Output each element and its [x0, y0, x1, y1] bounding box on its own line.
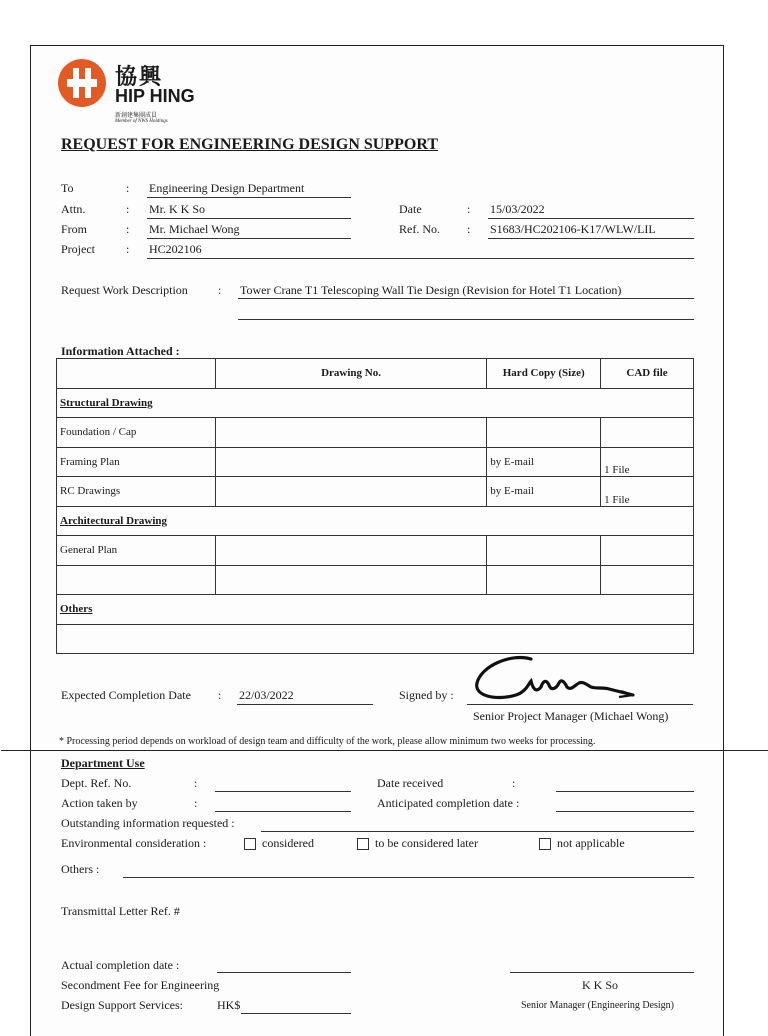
date-received-input[interactable]	[556, 791, 694, 792]
dept-ref-input[interactable]	[215, 791, 351, 792]
manager-signature-line	[510, 972, 694, 973]
to-label: To	[61, 181, 74, 195]
cad-file-cell[interactable]	[601, 536, 694, 566]
signer-title: Senior Project Manager (Michael Wong)	[473, 709, 669, 723]
signature-icon	[471, 651, 641, 706]
table-row	[57, 447, 694, 477]
ref-line	[488, 238, 694, 239]
table-row	[57, 477, 694, 507]
row-name: RC Drawings	[57, 477, 216, 507]
request-line-2	[238, 319, 694, 320]
signature-line	[467, 704, 693, 705]
to-value[interactable]: Engineering Design Department	[149, 181, 305, 195]
project-colon: :	[126, 242, 130, 256]
request-label: Request Work Description	[61, 283, 188, 297]
row-name: Foundation / Cap	[57, 418, 216, 448]
drawing-no-cell[interactable]	[215, 418, 487, 448]
info-table	[56, 358, 694, 654]
date-label: Date	[399, 202, 422, 216]
cad-file-cell[interactable]	[601, 418, 694, 448]
hard-copy-cell[interactable]	[487, 418, 601, 448]
checkbox-later[interactable]	[357, 838, 369, 850]
anticipated-label: Anticipated completion date :	[377, 796, 520, 810]
col-drawing-no: Drawing No.	[215, 359, 487, 389]
date-received-colon: :	[512, 776, 516, 790]
actual-completion-label: Actual completion date :	[61, 958, 180, 972]
cad-file-cell[interactable]	[601, 565, 694, 595]
completion-label: Expected Completion Date	[61, 688, 191, 702]
outstanding-input[interactable]	[261, 831, 694, 832]
logo-member-of: Member of NWS Holdings	[115, 119, 168, 124]
header-empty	[57, 359, 216, 389]
fee-label: Secondment Fee for Engineering	[61, 978, 220, 992]
request-value[interactable]: Tower Crane T1 Telescoping Wall Tie Design (Revision for Hotel T1 Location)	[240, 283, 622, 297]
hip-hing-logo-icon	[57, 58, 107, 108]
others-cell[interactable]	[57, 624, 694, 654]
section-architectural: Architectural Drawing	[57, 506, 694, 536]
na-label: not applicable	[557, 836, 625, 850]
attn-colon: :	[126, 202, 130, 216]
logo-subtitle-cn: 新創建集團成員	[115, 113, 158, 119]
to-colon: :	[126, 181, 130, 195]
project-line	[147, 258, 694, 259]
table-row	[57, 595, 694, 625]
table-row	[57, 624, 694, 654]
action-label: Action taken by	[61, 796, 138, 810]
from-label: From	[61, 222, 88, 236]
others-input[interactable]	[123, 877, 694, 878]
drawing-no-cell[interactable]	[215, 536, 487, 566]
table-row	[57, 418, 694, 448]
anticipated-input[interactable]	[556, 811, 694, 812]
drawing-no-cell[interactable]	[215, 565, 487, 595]
section-structural: Structural Drawing	[57, 388, 694, 418]
checkbox-na[interactable]	[539, 838, 551, 850]
table-header-row	[57, 359, 694, 389]
manager-name: K K So	[582, 978, 619, 992]
info-label: Information Attached :	[61, 344, 180, 358]
table-row	[57, 506, 694, 536]
hard-copy-cell[interactable]	[487, 536, 601, 566]
drawing-no-cell[interactable]	[215, 477, 487, 507]
table-row	[57, 388, 694, 418]
hard-copy-cell[interactable]	[487, 565, 601, 595]
project-value[interactable]: HC202106	[149, 242, 202, 256]
currency-label: HK$	[217, 998, 241, 1012]
services-label: Design Support Services:	[61, 998, 183, 1012]
attn-line	[147, 218, 351, 219]
env-option-considered[interactable]	[244, 836, 314, 851]
hard-copy-cell[interactable]: by E-mail	[487, 477, 601, 507]
hard-copy-cell[interactable]: by E-mail	[487, 447, 601, 477]
col-hard-copy: Hard Copy (Size)	[487, 359, 601, 389]
form-page	[30, 45, 724, 1036]
checkbox-considered[interactable]	[244, 838, 256, 850]
to-line	[147, 197, 351, 198]
env-label: Environmental consideration :	[61, 836, 207, 850]
request-colon: :	[218, 283, 222, 297]
date-received-label: Date received	[377, 776, 444, 790]
project-label: Project	[61, 242, 95, 256]
fee-input[interactable]	[241, 1013, 351, 1014]
table-row	[57, 536, 694, 566]
form-title: REQUEST FOR ENGINEERING DESIGN SUPPORT	[61, 136, 438, 153]
section-others: Others	[57, 595, 694, 625]
row-name: General Plan	[57, 536, 216, 566]
manager-title: Senior Manager (Engineering Design)	[521, 1000, 675, 1011]
date-line	[488, 218, 694, 219]
attn-value[interactable]: Mr. K K So	[149, 202, 206, 216]
ref-value[interactable]: S1683/HC202106-K17/WLW/LIL	[490, 222, 656, 236]
table-row	[57, 565, 694, 595]
completion-value[interactable]: 22/03/2022	[239, 688, 294, 702]
attn-label: Attn.	[61, 202, 86, 216]
later-label: to be considered later	[375, 836, 478, 850]
dept-ref-colon: :	[194, 776, 198, 790]
processing-note: * Processing period depends on workload of design team and difficulty of the work, please allow minimum two weeks for processing.	[59, 736, 596, 747]
transmittal-label: Transmittal Letter Ref. #	[61, 904, 180, 918]
from-colon: :	[126, 222, 130, 236]
env-option-later[interactable]	[357, 836, 478, 851]
dept-ref-label: Dept. Ref. No.	[61, 776, 132, 790]
date-value[interactable]: 15/03/2022	[490, 202, 545, 216]
completion-colon: :	[218, 688, 222, 702]
ref-label: Ref. No.	[399, 222, 440, 236]
request-line-1	[238, 298, 694, 299]
dept-title: Department Use	[61, 756, 145, 770]
from-line	[147, 238, 351, 239]
completion-line	[237, 704, 373, 705]
row-name[interactable]	[57, 565, 216, 595]
department-divider	[1, 750, 768, 751]
action-input[interactable]	[215, 811, 351, 812]
outstanding-label: Outstanding information requested :	[61, 816, 235, 830]
date-colon: :	[467, 202, 471, 216]
logo-name: HIP HING	[115, 86, 195, 106]
from-value[interactable]: Mr. Michael Wong	[149, 222, 240, 236]
considered-label: considered	[262, 836, 314, 850]
logo-chinese: 協興	[115, 64, 164, 89]
cad-file-cell[interactable]: 1 File	[601, 477, 694, 507]
ref-colon: :	[467, 222, 471, 236]
env-option-na[interactable]	[539, 836, 625, 851]
drawing-no-cell[interactable]	[215, 447, 487, 477]
others-label: Others :	[61, 862, 100, 876]
cad-file-cell[interactable]: 1 File	[601, 447, 694, 477]
signed-by-label: Signed by :	[399, 688, 454, 702]
actual-completion-input[interactable]	[217, 972, 351, 973]
action-colon: :	[194, 796, 198, 810]
row-name: Framing Plan	[57, 447, 216, 477]
col-cad-file: CAD file	[601, 359, 694, 389]
